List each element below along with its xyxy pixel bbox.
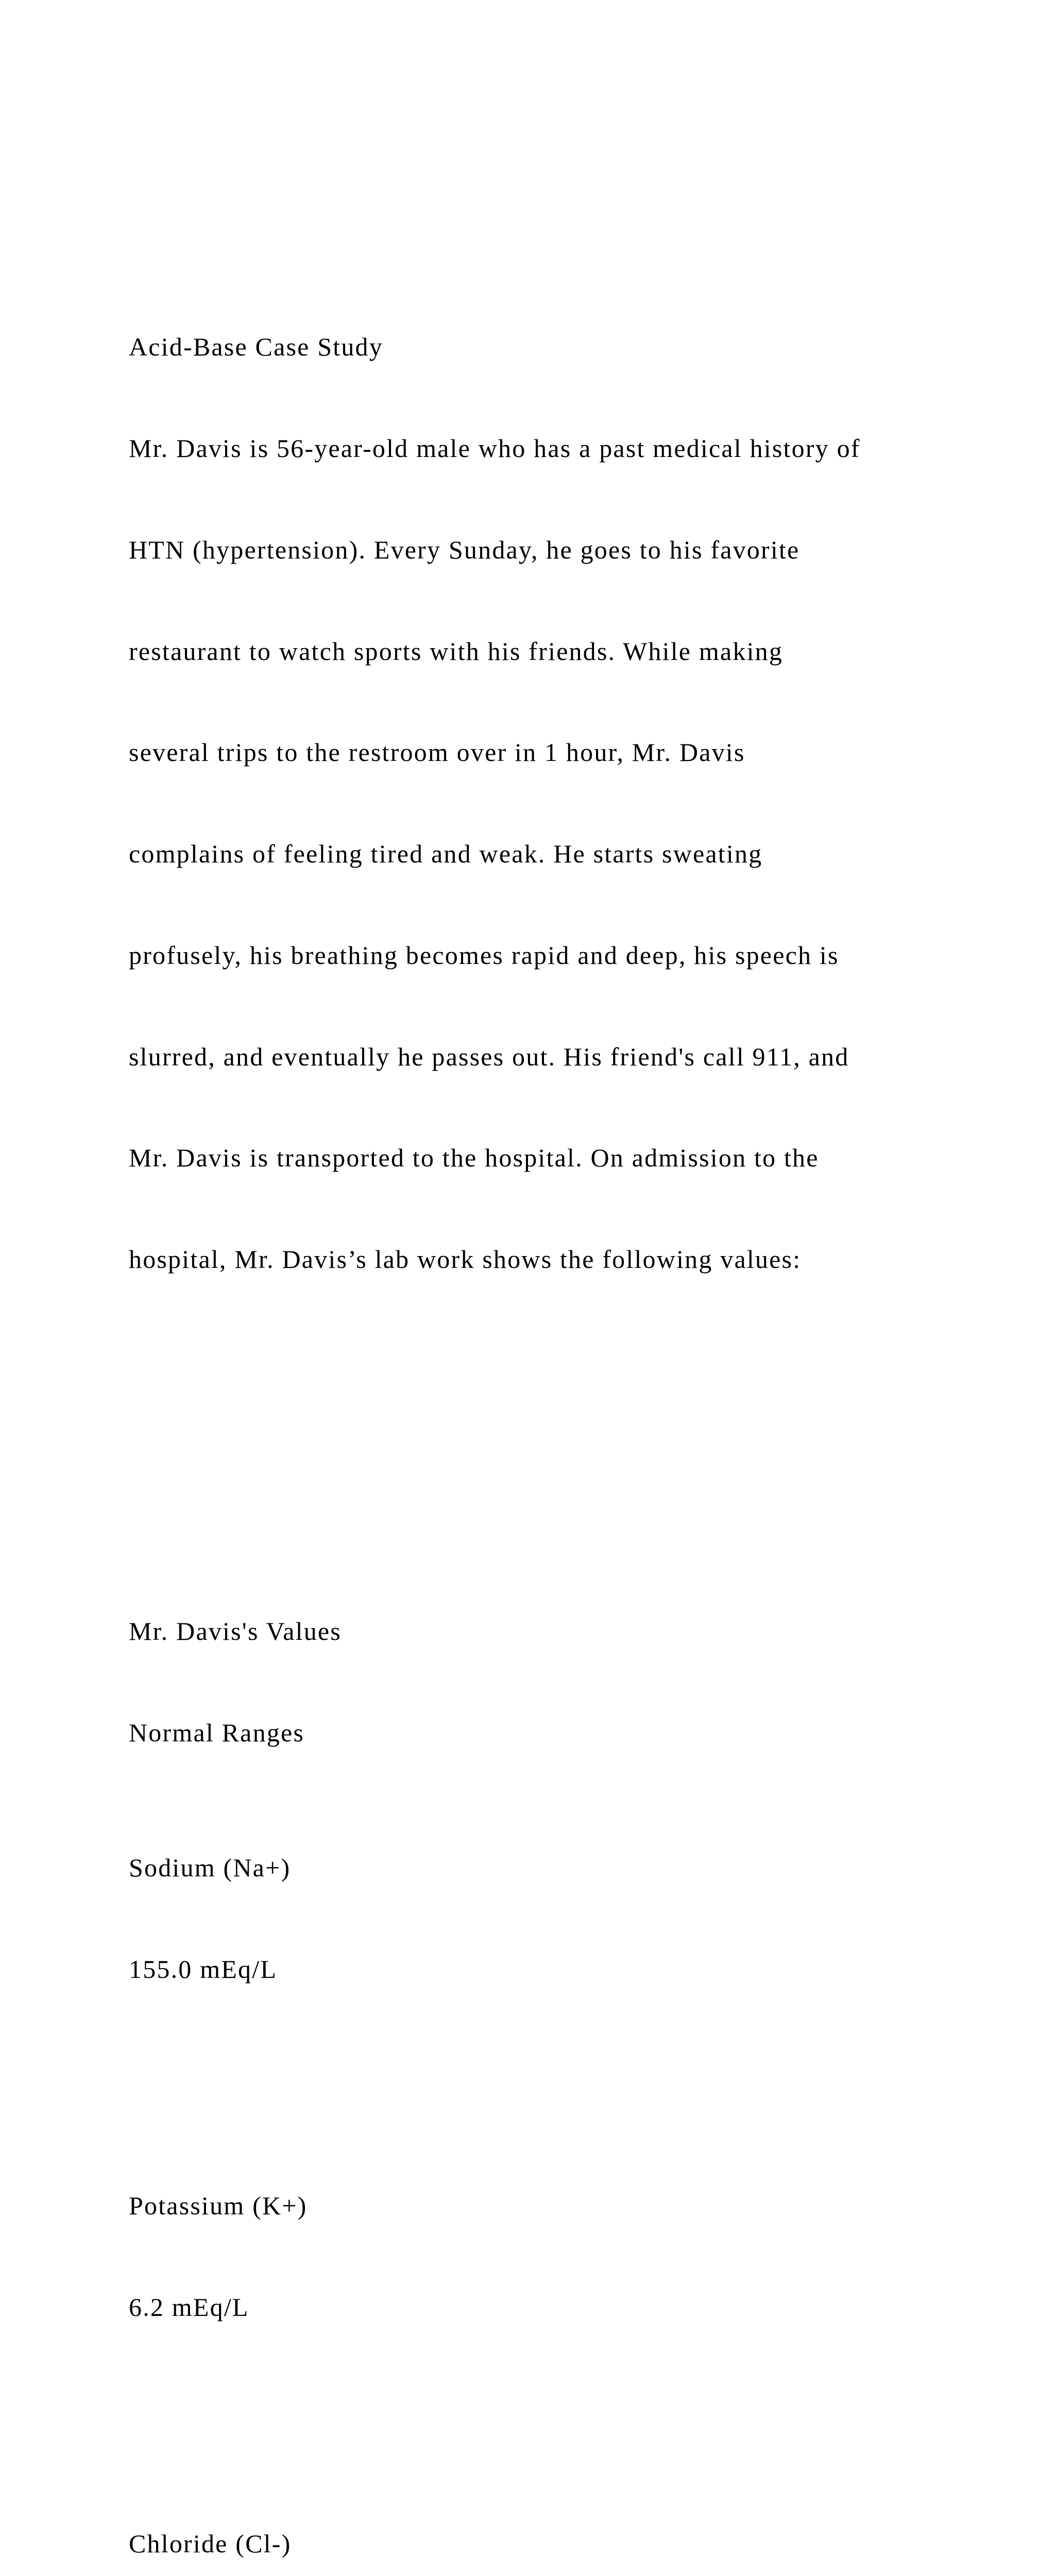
lab-value-sodium: 155.0 mEq/L bbox=[129, 1954, 278, 1984]
document-body bbox=[129, 263, 953, 2576]
paragraph-line: slurred, and eventually he passes out. His friend's call 911, and bbox=[129, 1042, 849, 1071]
blank-line bbox=[129, 2392, 953, 2426]
lab-name-potassium: Potassium (K+) bbox=[129, 2191, 308, 2220]
table-header-patient-values: Mr. Davis's Values bbox=[129, 1616, 342, 1646]
lab-name-sodium: Sodium (Na+) bbox=[129, 1853, 291, 1882]
paragraph-line: hospital, Mr. Davis’s lab work shows the following values: bbox=[129, 1245, 802, 1274]
blank-line bbox=[129, 1479, 953, 1513]
paragraph-line: Mr. Davis is 56-year-old male who has a past medical history of bbox=[129, 433, 861, 463]
paragraph-line: several trips to the restroom over in 1 hour, Mr. Davis bbox=[129, 738, 745, 767]
lab-name-chloride: Chloride (Cl-) bbox=[129, 2529, 292, 2558]
lab-value-potassium: 6.2 mEq/L bbox=[129, 2292, 249, 2321]
paragraph-line: HTN (hypertension). Every Sunday, he goes to his favorite bbox=[129, 535, 800, 564]
table-header-normal-ranges: Normal Ranges bbox=[129, 1718, 305, 1747]
blank-line bbox=[129, 1378, 953, 1412]
paragraph-line: restaurant to watch sports with his friends. While making bbox=[129, 636, 784, 666]
document-title: Acid-Base Case Study bbox=[129, 332, 383, 362]
paragraph-line: complains of feeling tired and weak. He starts sweating bbox=[129, 839, 763, 869]
paragraph-line: profusely, his breathing becomes rapid and deep, his speech is bbox=[129, 940, 839, 970]
paragraph-line: Mr. Davis is transported to the hospital. On admission to the bbox=[129, 1143, 819, 1173]
blank-line bbox=[129, 2054, 953, 2088]
